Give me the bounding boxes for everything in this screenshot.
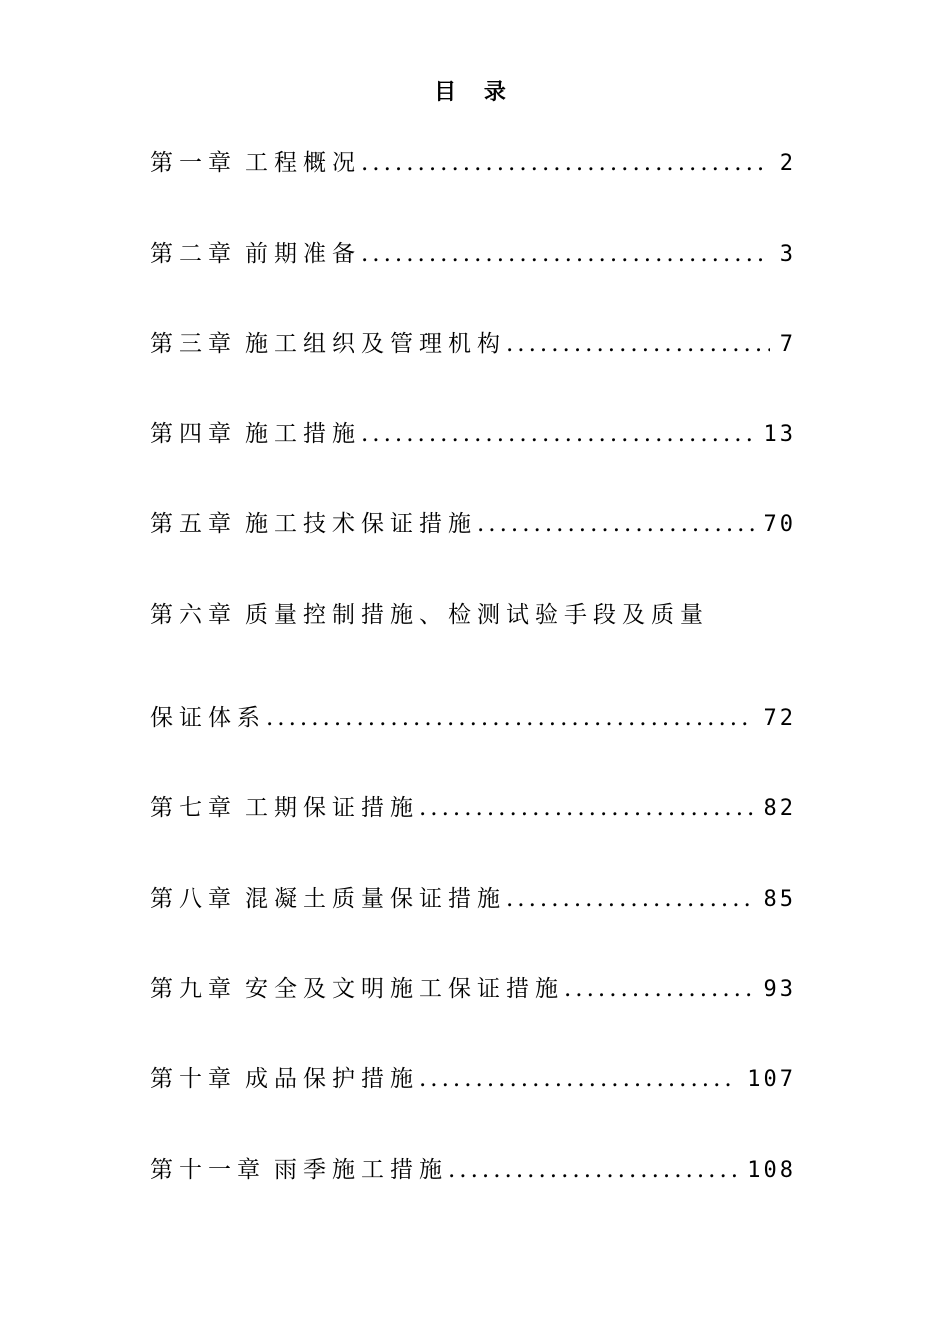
toc-dot-leader xyxy=(419,1062,737,1096)
toc-entry-page: 85 xyxy=(763,887,796,912)
toc-entry-1[interactable] xyxy=(150,146,796,180)
toc-title: 目 录 xyxy=(434,79,516,105)
toc-entry-page: 2 xyxy=(779,151,796,176)
toc-entry-chapter: 第七章 xyxy=(150,795,237,821)
toc-entry-title: 施工措施 xyxy=(245,421,361,447)
toc-entry-chapter: 第九章 xyxy=(150,976,237,1002)
toc-dot-leader xyxy=(506,882,754,916)
toc-entry-11[interactable] xyxy=(150,1153,796,1187)
toc-entry-4[interactable] xyxy=(150,417,796,451)
toc-entry-page: 3 xyxy=(779,242,796,267)
toc-dot-leader xyxy=(564,972,754,1006)
toc-entry-5[interactable] xyxy=(150,507,796,541)
toc-entry-page: 107 xyxy=(747,1067,796,1092)
toc-entry-title-continuation: 保证体系 xyxy=(150,705,266,731)
toc-entry-chapter: 第二章 xyxy=(150,241,237,267)
toc-entry-page: 93 xyxy=(763,977,796,1002)
toc-entry-title: 工期保证措施 xyxy=(245,795,419,821)
toc-dot-leader xyxy=(361,417,754,451)
toc-entry-chapter: 第一章 xyxy=(150,150,237,176)
toc-dot-leader xyxy=(361,237,770,271)
toc-entry-10[interactable] xyxy=(150,1062,796,1096)
toc-dot-leader xyxy=(361,146,770,180)
toc-entry-chapter: 第六章 xyxy=(150,602,237,628)
toc-entry-page: 72 xyxy=(763,706,796,731)
toc-entry-title: 安全及文明施工保证措施 xyxy=(245,976,564,1002)
toc-entry-chapter: 第四章 xyxy=(150,421,237,447)
toc-entry-2[interactable] xyxy=(150,237,796,271)
toc-entry-page: 13 xyxy=(763,422,796,447)
toc-entry-chapter: 第八章 xyxy=(150,886,237,912)
toc-entry-page: 70 xyxy=(763,512,796,537)
toc-entry-9[interactable] xyxy=(150,972,796,1006)
toc-entry-chapter: 第十一章 xyxy=(150,1157,266,1183)
toc-entry-title: 工程概况 xyxy=(245,150,361,176)
toc-entry-chapter: 第五章 xyxy=(150,511,237,537)
toc-entry-title: 施工技术保证措施 xyxy=(245,511,477,537)
toc-entry-page: 82 xyxy=(763,796,796,821)
toc-entry-title: 施工组织及管理机构 xyxy=(245,331,506,357)
toc-entry-chapter: 第三章 xyxy=(150,331,237,357)
toc-entry-6-continuation[interactable] xyxy=(150,701,796,735)
toc-entry-title: 质量控制措施、检测试验手段及质量 xyxy=(245,602,709,628)
toc-dot-leader xyxy=(506,327,770,361)
toc-entry-title: 前期准备 xyxy=(245,241,361,267)
toc-entry-page: 7 xyxy=(779,332,796,357)
toc-entry-6[interactable] xyxy=(150,598,796,632)
toc-entry-page: 108 xyxy=(747,1158,796,1183)
toc-entry-8[interactable] xyxy=(150,882,796,916)
toc-entry-chapter: 第十章 xyxy=(150,1066,237,1092)
toc-entry-7[interactable] xyxy=(150,791,796,825)
toc-dot-leader xyxy=(448,1153,737,1187)
toc-entry-title: 混凝土质量保证措施 xyxy=(245,886,506,912)
toc-dot-leader xyxy=(477,507,754,541)
toc-dot-leader xyxy=(266,701,754,735)
toc-entry-3[interactable] xyxy=(150,327,796,361)
toc-entry-title: 雨季施工措施 xyxy=(274,1157,448,1183)
toc-dot-leader xyxy=(419,791,754,825)
toc-entry-title: 成品保护措施 xyxy=(245,1066,419,1092)
